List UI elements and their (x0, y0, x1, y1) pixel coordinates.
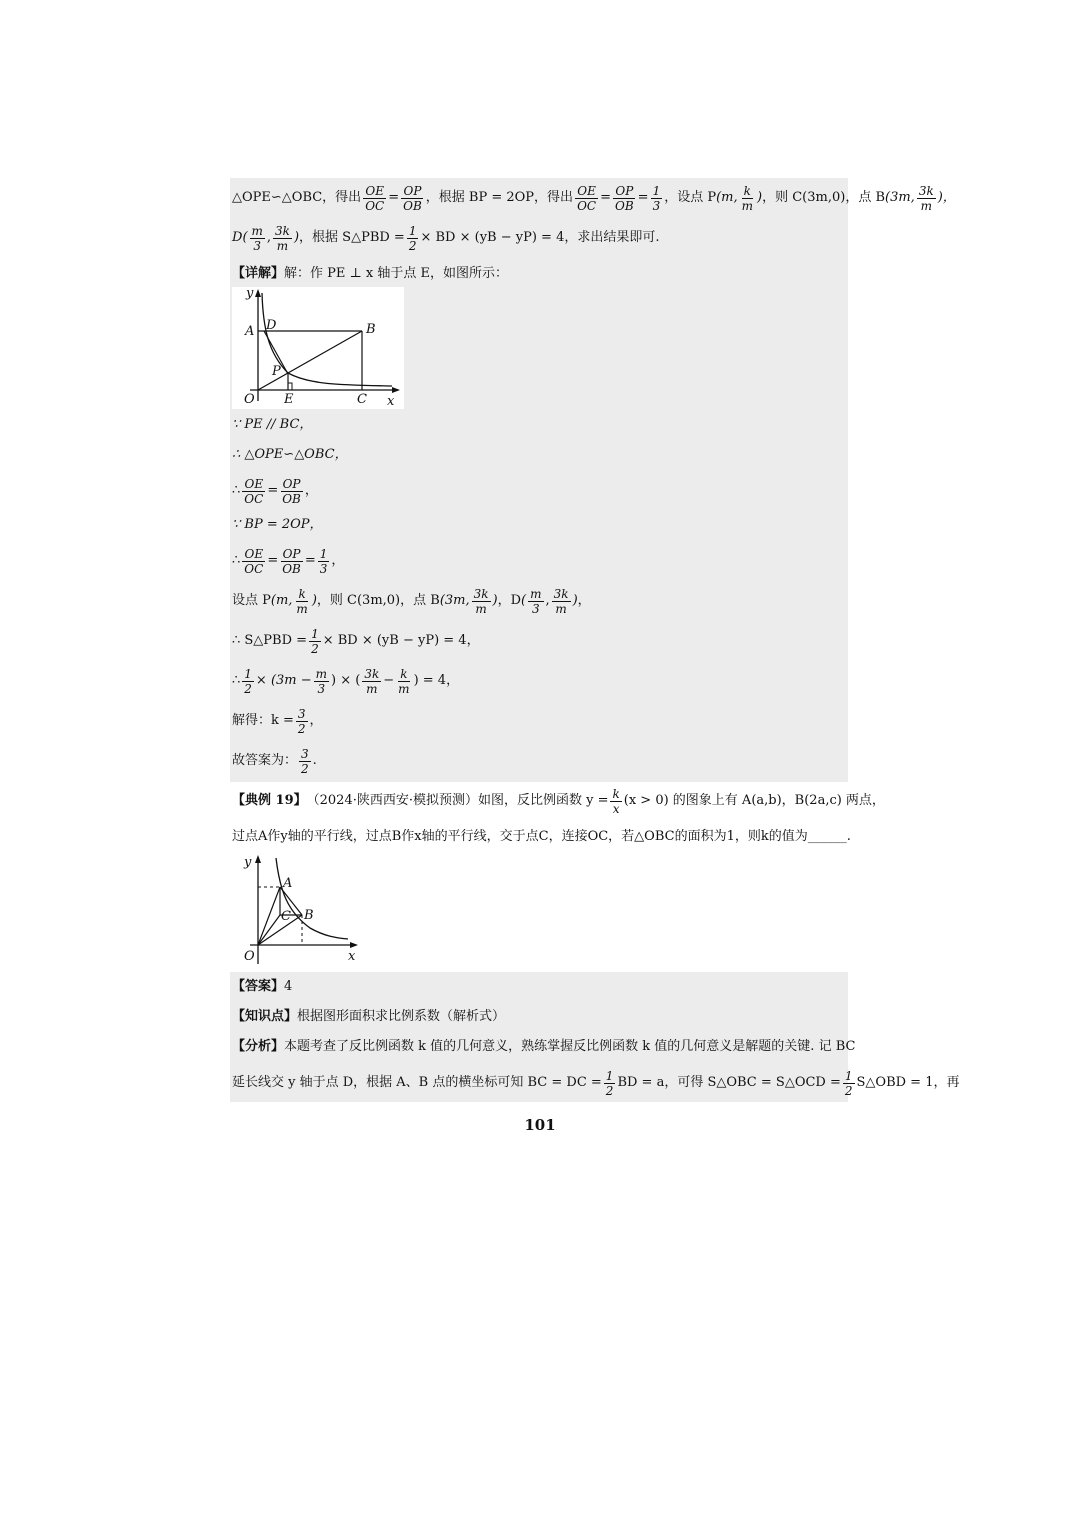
step-8: ∴ $\frac{1}{2}$ × (3m − $\frac{m}{3}$ ) × ( $\frac{3k}{m}$ − $\frac{k}{m}$ ) = 4， (232, 666, 460, 696)
fig1-label-p: P (272, 364, 281, 379)
analysis-heading-line: 【分析】 本题考查了反比例函数 k 值的几何意义，熟练掌握反比例函数 k 值的几何意义是解题的关键. 记 BC (232, 1039, 856, 1054)
fig2-label-o: O (244, 949, 255, 964)
step-10: 故答案为： $\frac{3}{2}$ . (232, 746, 317, 776)
figure-2-diagram (232, 852, 362, 968)
fig1-label-c: C (357, 392, 367, 407)
analysis-line-2b: 延长线交 y 轴于点 D，根据 A、B 点的横坐标可知 BC = DC = $\frac{1}{2}$ BD = a，可得 S△OBC = S△OCD = $\frac{1}{2}$ S△OBD = 1，再 (232, 1068, 960, 1098)
fig1-label-o: O (244, 392, 255, 407)
fig2-label-b: B (304, 908, 314, 923)
fig1-label-d: D (266, 318, 277, 333)
step-9: 解得：k = $\frac{3}{2}$ ， (232, 706, 323, 736)
fig1-label-b: B (366, 322, 376, 337)
example-19-line-1: 【典例 19】 （2024·陕西西安·模拟预测）如图，反比例函数 y = $\frac{k}{x}$ (x > 0) 的图象上有 A(a,b)，B(2a,c) 两点， (232, 786, 885, 816)
fig2-label-c: C (281, 909, 291, 924)
fig1-label-e: E (284, 392, 294, 407)
step-2: ∴ △OPE∽△OBC， (232, 447, 348, 462)
fraction-oe-oc: $\frac{OE}{OC}$ (365, 183, 385, 213)
analysis-line-2: D ( $\frac{m}{3}$ , $\frac{3k}{m}$ ) ，根据 S△PBD = $\frac{1}{2}$ × BD × (yB − yP) = 4，求出结果即可. (232, 223, 660, 253)
answer-value: 4 (284, 979, 293, 994)
fig1-label-x: x (387, 394, 395, 409)
step-1: ∵ PE // BC， (232, 417, 313, 432)
fig2-label-x: x (348, 949, 356, 964)
example-19-line-2: 过点A作y轴的平行线，过点B作x轴的平行线，交于点C，连接OC，若△OBC的面积为1，则k的值为______. (232, 829, 851, 844)
fig2-label-a: A (283, 876, 293, 891)
fig1-label-a: A (245, 324, 255, 339)
step-7: ∴ S△PBD = $\frac{1}{2}$ × BD × (yB − yP) = 4， (232, 626, 480, 656)
page-number: 101 (524, 1116, 556, 1134)
answer-line: 【答案】 4 (232, 979, 293, 994)
step-6: 设点 P (m, $\frac{k}{m}$ ) ，则 C(3m,0)，点 B (3m, $\frac{3k}{m}$ ) ，D ( $\frac{m}{3}$ , $\frac{3k}{m}$ ) ， (232, 586, 591, 616)
detail-heading: 【详解】 解：作 PE ⊥ x 轴于点 E，如图所示： (232, 266, 508, 281)
knowledge-line: 【知识点】 根据图形面积求比例系数（解析式） (232, 1009, 506, 1024)
step-4: ∵ BP = 2OP， (232, 517, 323, 532)
analysis-line-1: △OPE∽△OBC，得出 $\frac{OE}{OC}$ = $\frac{OP}{OB}$ ，根据 BP = 2OP，得出 $\frac{OE}{OC}$ = $\frac{OP}{OB}$ = $\frac{1}{3}$ ，设点 P (m, $\frac{k}{m}$ ) ，则 C(3m,0)，点 B (3m, $\frac{3k}{m}$ )， (232, 183, 956, 213)
step-5: ∴ $\frac{OE}{OC}$ = $\frac{OP}{OB}$ = $\frac{1}{3}$ ， (232, 546, 345, 576)
fig1-label-y: y (246, 287, 254, 301)
fig2-label-y: y (244, 855, 252, 870)
figure-1-diagram (232, 287, 404, 409)
step-3: ∴ $\frac{OE}{OC}$ = $\frac{OP}{OB}$ ， (232, 476, 318, 506)
fraction-op-ob: $\frac{OP}{OB}$ (403, 183, 422, 213)
